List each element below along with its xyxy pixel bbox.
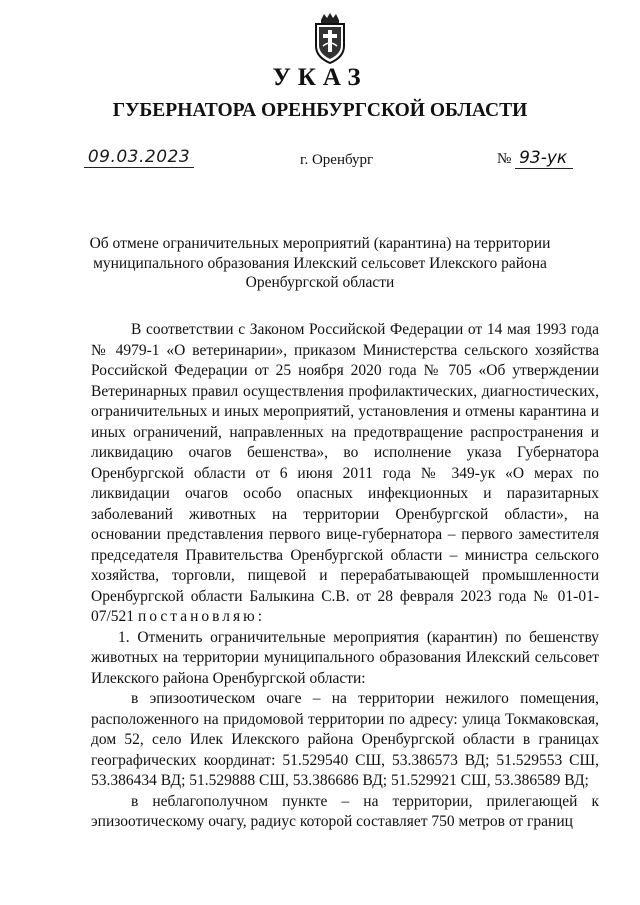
item-1b-paragraph: в неблагополучном пункте – на территории, прилегающей к эпизоотическому очагу, радиус которой составляет 750 метров от границ — [91, 792, 599, 830]
decree-number — [497, 148, 587, 169]
number-prefix: № — [497, 151, 512, 167]
item-1a-paragraph: в эпизоотическом очаге – на территории нежилого помещения, расположенного на придомовой территории по адресу: улица Токмаковская, дом 52, село Илек Илекского района Оренбургской области в границах географических координат: 51.529540 СШ, 53.386573 ВД; 51.529553 СШ, 53.386434 ВД; 51.529888 СШ, 53.386686 ВД; 51.529921 СШ, 53.386589 ВД; — [91, 690, 599, 789]
decree-subject — [60, 234, 580, 293]
decree-word: постановляю: — [137, 608, 265, 625]
decree-city: г. Оренбург — [300, 152, 374, 168]
document-type-title: УКАЗ — [272, 64, 368, 91]
preamble-text: В соответствии с Законом Российской Федерации от 14 мая 1993 года № 4979-1 «О ветеринарии», приказом Министерства сельского хозяйства Российской Федерации от 25 ноября 2020 года № 705 «Об утверждении Ветеринарных правил осуществления профилактических, диагностических, ограничительных и иных мероприятий, установления и отмены карантина и иных ограничений, направленных на предотвращение распространения и ликвидацию очагов бешенства», во исполнение указа Губернатора Оренбургской области от 6 июня 2011 года № 349-ук «О мерах по ликвидации очагов особо опасных инфекционных и паразитарных заболеваний животных на территории Оренбургской области», на основании представления первого вице-губернатора – первого заместителя председателя Правительства Оренбургской области – министра сельского хозяйства, торговли, пищевой и перерабатывающей промышленности Оренбургской области Балыкина С.В. от 28 февраля 2023 года № 01-01-07/521 — [91, 321, 599, 625]
decree-date: 09.03.2023 — [84, 147, 194, 168]
coat-of-arms-icon — [311, 12, 349, 64]
preamble-paragraph — [91, 320, 599, 628]
decree-body — [91, 320, 599, 833]
subject-line: муниципального образования Илекский сельсовет Илекского района — [93, 254, 547, 272]
issuer-title: ГУБЕРНАТОРА ОРЕНБУРГСКОЙ ОБЛАСТИ — [112, 100, 528, 121]
subject-line: Об отмене ограничительных мероприятий (карантина) на территории — [89, 235, 551, 252]
number-value: 93-ук — [515, 148, 573, 169]
item-1-paragraph: 1. Отменить ограничительные мероприятия (карантин) по бешенству животных на территории муниципального образования Илекский сельсовет Илекского района Оренбургской области: — [91, 628, 599, 687]
subject-line: Оренбургской области — [245, 274, 395, 291]
